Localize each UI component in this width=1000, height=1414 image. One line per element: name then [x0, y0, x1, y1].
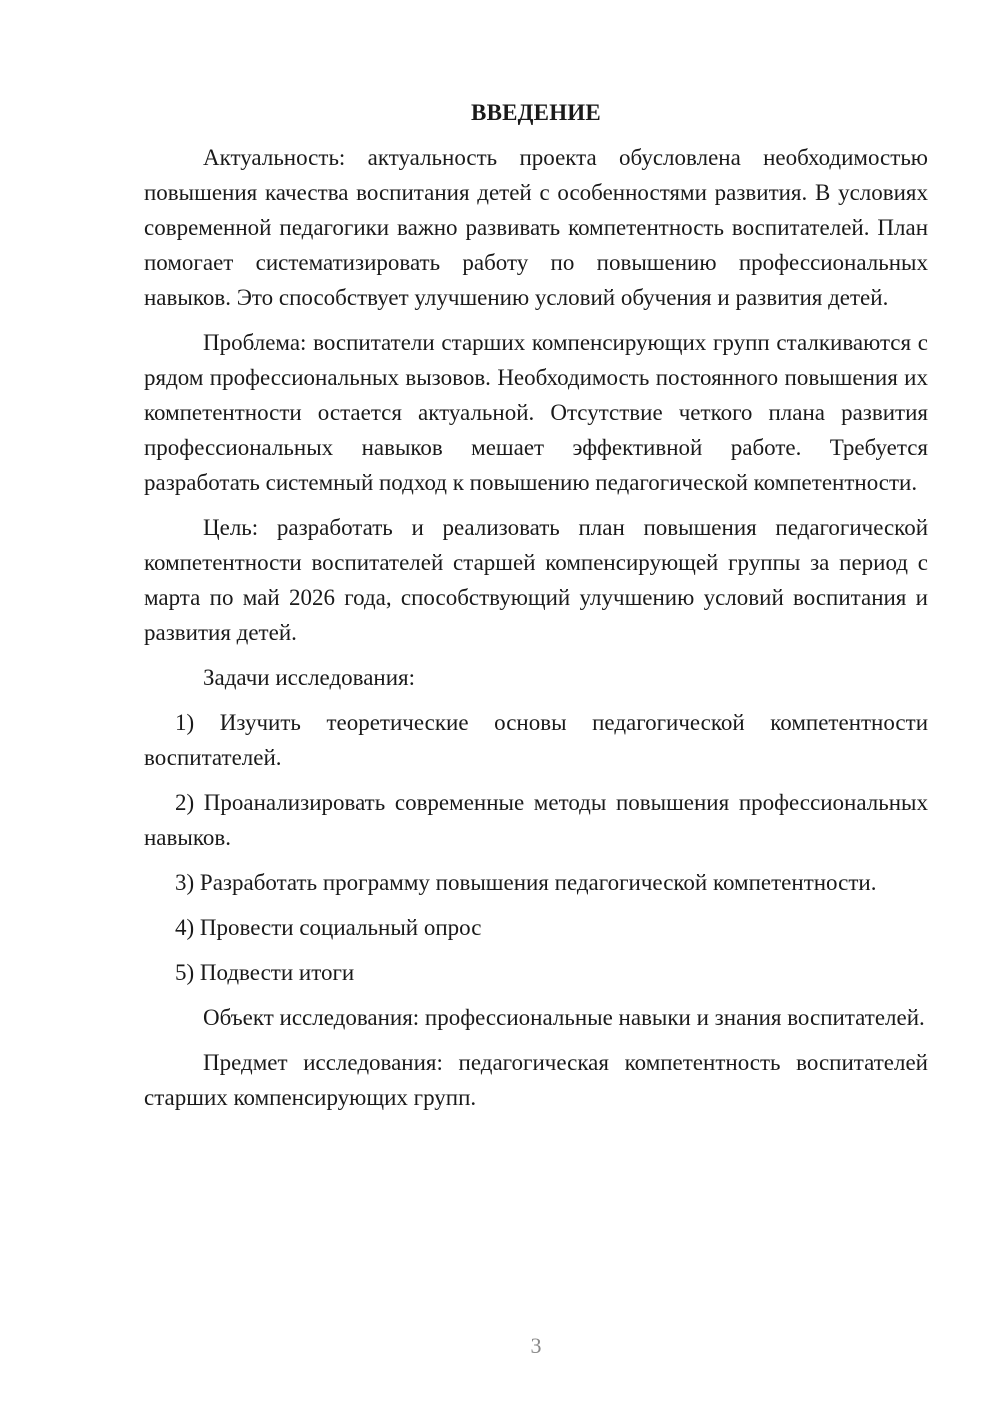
- paragraph-goal: Цель: разработать и реализовать план повышения педагогической компетентности воспитателей старшей компенсирующей группы за период с марта по май 2026 года, способствующий улучшению условий воспитания и развития детей.: [144, 515, 928, 645]
- task-item-4: 4) Провести социальный опрос: [175, 915, 482, 940]
- task-item-3: 3) Разработать программу повышения педагогической компетентности.: [175, 870, 877, 895]
- page-number: 3: [530, 1333, 542, 1358]
- paragraph-object: Объект исследования: профессиональные навыки и знания воспитателей.: [203, 1005, 925, 1030]
- task-item-1: 1) Изучить теоретические основы педагогической компетентности воспитателей.: [144, 710, 928, 770]
- task-item-2: 2) Проанализировать современные методы повышения профессиональных навыков.: [144, 790, 928, 850]
- paragraph-problem: Проблема: воспитатели старших компенсирующих групп сталкиваются с рядом профессиональных вызовов. Необходимость постоянного повышения их компетентности остается актуальной. Отсутствие четкого плана развития профессиональных навыков мешает эффективной работе. Требуется разработать системный подход к повышению педагогической компетентности.: [144, 330, 928, 495]
- page-content: [144, 95, 928, 1115]
- page-title: ВВЕДЕНИЕ: [471, 100, 601, 125]
- paragraph-subject: Предмет исследования: педагогическая компетентность воспитателей старших компенсирующих групп.: [144, 1050, 928, 1110]
- paragraph-relevance: Актуальность: актуальность проекта обусловлена необходимостью повышения качества воспитания детей с особенностями развития. В условиях современной педагогики важно развивать компетентность воспитателей. План помогает систематизировать работу по повышению профессиональных навыков. Это способствует улучшению условий обучения и развития детей.: [144, 145, 928, 310]
- paragraph-tasks-heading: Задачи исследования:: [203, 665, 416, 690]
- task-item-5: 5) Подвести итоги: [175, 960, 355, 985]
